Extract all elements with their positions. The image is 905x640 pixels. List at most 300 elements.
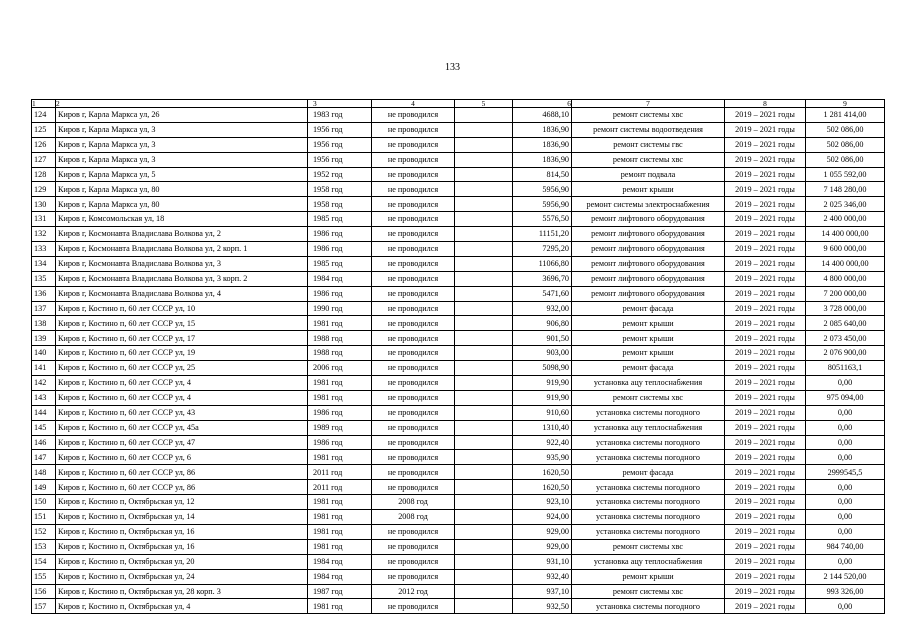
table-row <box>32 524 885 539</box>
row-number-cell: 132 <box>32 227 56 242</box>
build-year-cell: 1981 год <box>308 524 372 539</box>
build-year-cell: 2011 год <box>308 480 372 495</box>
table-row <box>32 331 885 346</box>
work-type-cell: ремонт системы электроснабжения <box>572 197 725 212</box>
period-cell: 2019 – 2021 годы <box>725 435 806 450</box>
area-cell: 11151,20 <box>513 227 572 242</box>
period-cell: 2019 – 2021 годы <box>725 420 806 435</box>
area-cell: 1310,40 <box>513 420 572 435</box>
row-number-cell: 135 <box>32 271 56 286</box>
table-row <box>32 316 885 331</box>
work-type-cell: ремонт лифтового оборудования <box>572 256 725 271</box>
area-cell: 935,90 <box>513 450 572 465</box>
cost-cell: 0,00 <box>806 554 885 569</box>
table-row <box>32 480 885 495</box>
cost-cell: 502 086,00 <box>806 152 885 167</box>
area-cell: 5576,50 <box>513 212 572 227</box>
last-repair-cell: не проводился <box>372 405 455 420</box>
build-year-cell: 1958 год <box>308 197 372 212</box>
row-number-cell: 126 <box>32 137 56 152</box>
row-number-cell: 146 <box>32 435 56 450</box>
area-cell: 1836,90 <box>513 152 572 167</box>
period-cell: 2019 – 2021 годы <box>725 524 806 539</box>
row-number-cell: 130 <box>32 197 56 212</box>
address-cell: Киров г, Космонавта Владислава Волкова ул, 2 <box>56 227 308 242</box>
row-number-cell: 138 <box>32 316 56 331</box>
period-cell: 2019 – 2021 годы <box>725 539 806 554</box>
row-number-cell: 153 <box>32 539 56 554</box>
table-row <box>32 599 885 614</box>
empty-cell <box>455 227 513 242</box>
table-row <box>32 510 885 525</box>
area-cell: 903,00 <box>513 346 572 361</box>
row-number-cell: 147 <box>32 450 56 465</box>
table-row <box>32 495 885 510</box>
cost-cell: 2 144 520,00 <box>806 569 885 584</box>
build-year-cell: 1990 год <box>308 301 372 316</box>
work-type-cell: установка ацу теплоснабжения <box>572 376 725 391</box>
last-repair-cell: 2008 год <box>372 495 455 510</box>
address-cell: Киров г, Костино п, 60 лет СССР ул, 4 <box>56 376 308 391</box>
page-number: 133 <box>445 62 460 73</box>
work-type-cell: установка системы погодного <box>572 435 725 450</box>
row-number-cell: 125 <box>32 122 56 137</box>
work-type-cell: ремонт системы хвс <box>572 584 725 599</box>
build-year-cell: 1981 год <box>308 539 372 554</box>
area-cell: 4688,10 <box>513 108 572 123</box>
last-repair-cell: не проводился <box>372 450 455 465</box>
column-header-1: 1 <box>32 100 56 108</box>
address-cell: Киров г, Костино п, Октябрьская ул, 20 <box>56 554 308 569</box>
last-repair-cell: не проводился <box>372 331 455 346</box>
build-year-cell: 2006 год <box>308 361 372 376</box>
row-number-cell: 134 <box>32 256 56 271</box>
row-number-cell: 155 <box>32 569 56 584</box>
address-cell: Киров г, Костино п, Октябрьская ул, 14 <box>56 510 308 525</box>
last-repair-cell: не проводился <box>372 390 455 405</box>
last-repair-cell: не проводился <box>372 182 455 197</box>
column-header-7: 7 <box>572 100 725 108</box>
period-cell: 2019 – 2021 годы <box>725 376 806 391</box>
last-repair-cell: 2012 год <box>372 584 455 599</box>
row-number-cell: 136 <box>32 286 56 301</box>
empty-cell <box>455 420 513 435</box>
work-type-cell: ремонт подвала <box>572 167 725 182</box>
table-row <box>32 405 885 420</box>
period-cell: 2019 – 2021 годы <box>725 495 806 510</box>
work-type-cell: ремонт крыши <box>572 316 725 331</box>
work-type-cell: ремонт лифтового оборудования <box>572 212 725 227</box>
work-type-cell: ремонт лифтового оборудования <box>572 227 725 242</box>
address-cell: Киров г, Костино п, 60 лет СССР ул, 10 <box>56 301 308 316</box>
cost-cell: 2 400 000,00 <box>806 212 885 227</box>
address-cell: Киров г, Костино п, 60 лет СССР ул, 25 <box>56 361 308 376</box>
table-row <box>32 554 885 569</box>
work-type-cell: ремонт системы гвс <box>572 137 725 152</box>
row-number-cell: 144 <box>32 405 56 420</box>
last-repair-cell: не проводился <box>372 197 455 212</box>
area-cell: 11066,80 <box>513 256 572 271</box>
cost-cell: 0,00 <box>806 376 885 391</box>
work-type-cell: ремонт фасада <box>572 301 725 316</box>
last-repair-cell: не проводился <box>372 435 455 450</box>
empty-cell <box>455 376 513 391</box>
area-cell: 922,40 <box>513 435 572 450</box>
column-header-9: 9 <box>806 100 885 108</box>
cost-cell: 0,00 <box>806 495 885 510</box>
column-header-2: 2 <box>56 100 308 108</box>
last-repair-cell: не проводился <box>372 108 455 123</box>
cost-cell: 2 073 450,00 <box>806 331 885 346</box>
row-number-cell: 145 <box>32 420 56 435</box>
period-cell: 2019 – 2021 годы <box>725 465 806 480</box>
cost-cell: 2 085 640,00 <box>806 316 885 331</box>
period-cell: 2019 – 2021 годы <box>725 152 806 167</box>
last-repair-cell: 2008 год <box>372 510 455 525</box>
table-row <box>32 376 885 391</box>
empty-cell <box>455 554 513 569</box>
row-number-cell: 127 <box>32 152 56 167</box>
period-cell: 2019 – 2021 годы <box>725 242 806 257</box>
table-row <box>32 271 885 286</box>
build-year-cell: 1956 год <box>308 122 372 137</box>
table-body <box>32 108 885 614</box>
period-cell: 2019 – 2021 годы <box>725 227 806 242</box>
table-row <box>32 450 885 465</box>
empty-cell <box>455 346 513 361</box>
period-cell: 2019 – 2021 годы <box>725 346 806 361</box>
address-cell: Киров г, Костино п, 60 лет СССР ул, 17 <box>56 331 308 346</box>
row-number-cell: 151 <box>32 510 56 525</box>
build-year-cell: 1984 год <box>308 569 372 584</box>
area-cell: 932,50 <box>513 599 572 614</box>
area-cell: 5956,90 <box>513 197 572 212</box>
empty-cell <box>455 524 513 539</box>
build-year-cell: 1952 год <box>308 167 372 182</box>
empty-cell <box>455 510 513 525</box>
last-repair-cell: не проводился <box>372 346 455 361</box>
cost-cell: 0,00 <box>806 480 885 495</box>
address-cell: Киров г, Космонавта Владислава Волкова ул, 4 <box>56 286 308 301</box>
address-cell: Киров г, Костино п, 60 лет СССР ул, 47 <box>56 435 308 450</box>
build-year-cell: 1986 год <box>308 242 372 257</box>
area-cell: 910,60 <box>513 405 572 420</box>
table-row <box>32 227 885 242</box>
empty-cell <box>455 108 513 123</box>
period-cell: 2019 – 2021 годы <box>725 182 806 197</box>
last-repair-cell: не проводился <box>372 137 455 152</box>
last-repair-cell: не проводился <box>372 167 455 182</box>
area-cell: 901,50 <box>513 331 572 346</box>
build-year-cell: 1985 год <box>308 212 372 227</box>
row-number-cell: 156 <box>32 584 56 599</box>
table-header <box>32 100 885 108</box>
empty-cell <box>455 167 513 182</box>
cost-cell: 0,00 <box>806 435 885 450</box>
table-row <box>32 346 885 361</box>
period-cell: 2019 – 2021 годы <box>725 167 806 182</box>
column-header-4: 4 <box>372 100 455 108</box>
build-year-cell: 1988 год <box>308 331 372 346</box>
last-repair-cell: не проводился <box>372 480 455 495</box>
empty-cell <box>455 480 513 495</box>
area-cell: 5956,90 <box>513 182 572 197</box>
table-row <box>32 420 885 435</box>
address-cell: Киров г, Карла Маркса ул, 80 <box>56 197 308 212</box>
period-cell: 2019 – 2021 годы <box>725 510 806 525</box>
table-row <box>32 584 885 599</box>
last-repair-cell: не проводился <box>372 599 455 614</box>
last-repair-cell: не проводился <box>372 524 455 539</box>
last-repair-cell: не проводился <box>372 316 455 331</box>
row-number-cell: 133 <box>32 242 56 257</box>
column-header-8: 8 <box>725 100 806 108</box>
period-cell: 2019 – 2021 годы <box>725 212 806 227</box>
row-number-cell: 129 <box>32 182 56 197</box>
address-cell: Киров г, Костино п, 60 лет СССР ул, 86 <box>56 465 308 480</box>
work-type-cell: ремонт лифтового оборудования <box>572 286 725 301</box>
row-number-cell: 149 <box>32 480 56 495</box>
cost-cell: 2999545,5 <box>806 465 885 480</box>
work-type-cell: установка ацу теплоснабжения <box>572 554 725 569</box>
work-type-cell: ремонт крыши <box>572 182 725 197</box>
address-cell: Киров г, Космонавта Владислава Волкова ул, 2 корп. 1 <box>56 242 308 257</box>
build-year-cell: 1956 год <box>308 152 372 167</box>
area-cell: 3696,70 <box>513 271 572 286</box>
address-cell: Киров г, Костино п, 60 лет СССР ул, 19 <box>56 346 308 361</box>
work-type-cell: ремонт системы хвс <box>572 108 725 123</box>
table-row <box>32 197 885 212</box>
empty-cell <box>455 539 513 554</box>
area-cell: 929,00 <box>513 524 572 539</box>
build-year-cell: 1985 год <box>308 256 372 271</box>
row-number-cell: 124 <box>32 108 56 123</box>
table-row <box>32 137 885 152</box>
cost-cell: 502 086,00 <box>806 122 885 137</box>
build-year-cell: 1981 год <box>308 510 372 525</box>
row-number-cell: 131 <box>32 212 56 227</box>
empty-cell <box>455 271 513 286</box>
address-cell: Киров г, Комсомольская ул, 18 <box>56 212 308 227</box>
table-row <box>32 539 885 554</box>
work-type-cell: установка системы погодного <box>572 510 725 525</box>
row-number-cell: 139 <box>32 331 56 346</box>
build-year-cell: 1981 год <box>308 376 372 391</box>
build-year-cell: 2011 год <box>308 465 372 480</box>
period-cell: 2019 – 2021 годы <box>725 256 806 271</box>
table-row <box>32 465 885 480</box>
last-repair-cell: не проводился <box>372 286 455 301</box>
build-year-cell: 1956 год <box>308 137 372 152</box>
build-year-cell: 1958 год <box>308 182 372 197</box>
table-row <box>32 390 885 405</box>
area-cell: 931,10 <box>513 554 572 569</box>
last-repair-cell: не проводился <box>372 271 455 286</box>
last-repair-cell: не проводился <box>372 539 455 554</box>
table-row <box>32 256 885 271</box>
empty-cell <box>455 584 513 599</box>
empty-cell <box>455 599 513 614</box>
empty-cell <box>455 122 513 137</box>
empty-cell <box>455 316 513 331</box>
empty-cell <box>455 390 513 405</box>
area-cell: 906,80 <box>513 316 572 331</box>
build-year-cell: 1986 год <box>308 435 372 450</box>
area-cell: 937,10 <box>513 584 572 599</box>
period-cell: 2019 – 2021 годы <box>725 197 806 212</box>
period-cell: 2019 – 2021 годы <box>725 286 806 301</box>
build-year-cell: 1986 год <box>308 286 372 301</box>
period-cell: 2019 – 2021 годы <box>725 405 806 420</box>
period-cell: 2019 – 2021 годы <box>725 361 806 376</box>
table-row <box>32 108 885 123</box>
work-type-cell: ремонт крыши <box>572 346 725 361</box>
row-number-cell: 137 <box>32 301 56 316</box>
period-cell: 2019 – 2021 годы <box>725 480 806 495</box>
build-year-cell: 1981 год <box>308 495 372 510</box>
table-row <box>32 122 885 137</box>
cost-cell: 2 025 346,00 <box>806 197 885 212</box>
cost-cell: 0,00 <box>806 524 885 539</box>
cost-cell: 2 076 900,00 <box>806 346 885 361</box>
work-type-cell: установка системы погодного <box>572 495 725 510</box>
last-repair-cell: не проводился <box>372 361 455 376</box>
address-cell: Киров г, Костино п, 60 лет СССР ул, 6 <box>56 450 308 465</box>
row-number-cell: 142 <box>32 376 56 391</box>
empty-cell <box>455 152 513 167</box>
column-header-5: 5 <box>455 100 513 108</box>
area-cell: 5098,90 <box>513 361 572 376</box>
column-number-row <box>32 100 885 108</box>
address-cell: Киров г, Костино п, 60 лет СССР ул, 45а <box>56 420 308 435</box>
empty-cell <box>455 301 513 316</box>
work-type-cell: ремонт лифтового оборудования <box>572 271 725 286</box>
address-cell: Киров г, Костино п, Октябрьская ул, 28 корп. 3 <box>56 584 308 599</box>
column-header-6: 6 <box>513 100 572 108</box>
last-repair-cell: не проводился <box>372 242 455 257</box>
cost-cell: 993 326,00 <box>806 584 885 599</box>
table-row <box>32 242 885 257</box>
period-cell: 2019 – 2021 годы <box>725 122 806 137</box>
work-type-cell: ремонт системы хвс <box>572 539 725 554</box>
empty-cell <box>455 182 513 197</box>
address-cell: Киров г, Космонавта Владислава Волкова ул, 3 <box>56 256 308 271</box>
build-year-cell: 1981 год <box>308 390 372 405</box>
register-table-wrapper <box>31 99 870 614</box>
address-cell: Киров г, Костино п, Октябрьская ул, 4 <box>56 599 308 614</box>
row-number-cell: 128 <box>32 167 56 182</box>
build-year-cell: 1981 год <box>308 599 372 614</box>
work-type-cell: ремонт системы хвс <box>572 152 725 167</box>
cost-cell: 8051163,1 <box>806 361 885 376</box>
table-row <box>32 361 885 376</box>
table-row <box>32 569 885 584</box>
build-year-cell: 1981 год <box>308 450 372 465</box>
last-repair-cell: не проводился <box>372 569 455 584</box>
work-type-cell: установка ацу теплоснабжения <box>572 420 725 435</box>
cost-cell: 4 800 000,00 <box>806 271 885 286</box>
area-cell: 932,40 <box>513 569 572 584</box>
empty-cell <box>455 569 513 584</box>
table-row <box>32 286 885 301</box>
area-cell: 919,90 <box>513 390 572 405</box>
cost-cell: 0,00 <box>806 510 885 525</box>
build-year-cell: 1981 год <box>308 316 372 331</box>
address-cell: Киров г, Карла Маркса ул, 3 <box>56 122 308 137</box>
last-repair-cell: не проводился <box>372 212 455 227</box>
build-year-cell: 1989 год <box>308 420 372 435</box>
area-cell: 1620,50 <box>513 465 572 480</box>
address-cell: Киров г, Карла Маркса ул, 26 <box>56 108 308 123</box>
build-year-cell: 1983 год <box>308 108 372 123</box>
row-number-cell: 148 <box>32 465 56 480</box>
last-repair-cell: не проводился <box>372 301 455 316</box>
register-table <box>31 99 885 614</box>
area-cell: 1620,50 <box>513 480 572 495</box>
last-repair-cell: не проводился <box>372 376 455 391</box>
cost-cell: 3 728 000,00 <box>806 301 885 316</box>
empty-cell <box>455 331 513 346</box>
area-cell: 1836,90 <box>513 137 572 152</box>
cost-cell: 1 281 414,00 <box>806 108 885 123</box>
cost-cell: 14 400 000,00 <box>806 227 885 242</box>
period-cell: 2019 – 2021 годы <box>725 569 806 584</box>
cost-cell: 0,00 <box>806 599 885 614</box>
area-cell: 924,00 <box>513 510 572 525</box>
cost-cell: 984 740,00 <box>806 539 885 554</box>
area-cell: 7295,20 <box>513 242 572 257</box>
table-row <box>32 152 885 167</box>
address-cell: Киров г, Карла Маркса ул, 3 <box>56 152 308 167</box>
work-type-cell: установка системы погодного <box>572 599 725 614</box>
last-repair-cell: не проводился <box>372 420 455 435</box>
last-repair-cell: не проводился <box>372 465 455 480</box>
address-cell: Киров г, Костино п, 60 лет СССР ул, 86 <box>56 480 308 495</box>
period-cell: 2019 – 2021 годы <box>725 137 806 152</box>
area-cell: 929,00 <box>513 539 572 554</box>
period-cell: 2019 – 2021 годы <box>725 108 806 123</box>
row-number-cell: 150 <box>32 495 56 510</box>
cost-cell: 14 400 000,00 <box>806 256 885 271</box>
last-repair-cell: не проводился <box>372 122 455 137</box>
table-row <box>32 435 885 450</box>
work-type-cell: ремонт лифтового оборудования <box>572 242 725 257</box>
work-type-cell: установка системы погодного <box>572 450 725 465</box>
address-cell: Киров г, Карла Маркса ул, 5 <box>56 167 308 182</box>
last-repair-cell: не проводился <box>372 152 455 167</box>
area-cell: 814,50 <box>513 167 572 182</box>
table-row <box>32 301 885 316</box>
address-cell: Киров г, Костино п, 60 лет СССР ул, 4 <box>56 390 308 405</box>
column-header-3: 3 <box>308 100 372 108</box>
cost-cell: 7 200 000,00 <box>806 286 885 301</box>
empty-cell <box>455 465 513 480</box>
cost-cell: 975 094,00 <box>806 390 885 405</box>
empty-cell <box>455 435 513 450</box>
build-year-cell: 1987 год <box>308 584 372 599</box>
empty-cell <box>455 405 513 420</box>
build-year-cell: 1986 год <box>308 227 372 242</box>
work-type-cell: ремонт крыши <box>572 331 725 346</box>
empty-cell <box>455 197 513 212</box>
empty-cell <box>455 286 513 301</box>
address-cell: Киров г, Костино п, Октябрьская ул, 12 <box>56 495 308 510</box>
period-cell: 2019 – 2021 годы <box>725 390 806 405</box>
period-cell: 2019 – 2021 годы <box>725 450 806 465</box>
cost-cell: 7 148 280,00 <box>806 182 885 197</box>
cost-cell: 1 055 592,00 <box>806 167 885 182</box>
cost-cell: 9 600 000,00 <box>806 242 885 257</box>
